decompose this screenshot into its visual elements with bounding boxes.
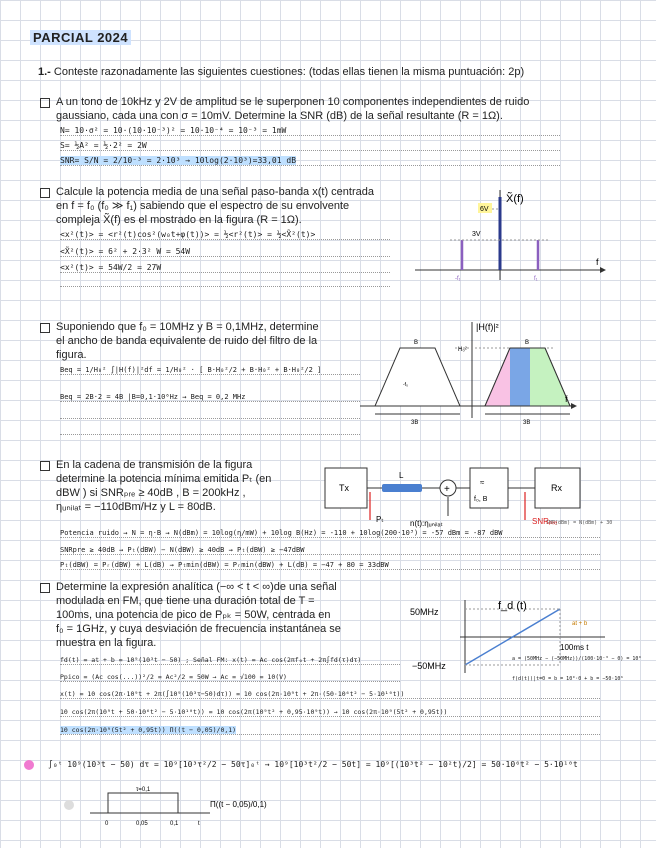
wave-icon: ≈ — [480, 478, 485, 487]
part-c-answer-1: Beq = 1/H₀² ∫|H(f)|²df = 1/H₀² · [ B·H₀²/2 + B·H₀² + B·H₀²/2 ] — [60, 366, 360, 375]
part-c-line3: figura. — [56, 349, 87, 361]
part-b-answer-2: <X̃²(t)> = 6² + 2·3² W = 54W — [60, 247, 390, 257]
part-e-line5: muestra en la figura. — [56, 637, 157, 649]
part-c-answer-2 — [60, 393, 360, 402]
rx-label: Rx — [551, 483, 562, 493]
part-e-line2: modulada en FM, que tiene una duración total de T = — [56, 595, 315, 607]
blank-line — [60, 434, 360, 435]
part-c-line2: el ancho de banda equivalente de ruido del filtro de la — [56, 335, 318, 347]
checkbox-b[interactable] — [40, 188, 50, 198]
part-b-line2: en f = f₀ (f₀ ≫ f₁) sabiendo que el espectro de su envolvente — [56, 200, 350, 212]
rect-pulse-figure — [90, 785, 290, 830]
filter-figure — [355, 318, 580, 428]
part-c-line1: Suponiendo que f₀ = 10MHz y B = 0,1MHz, determine — [56, 321, 319, 333]
label-minus-f0: -f₀ — [403, 382, 409, 388]
tx-label: Tx — [339, 483, 349, 493]
time-xlabel: 100ms t — [560, 643, 589, 652]
noise-label: n(t):ηᵤₙᵢₗₐₜ — [410, 519, 443, 528]
grey-dot — [64, 800, 74, 810]
width-label: τ=0,1 — [136, 787, 151, 793]
tick-0-05: 0,05 — [136, 821, 148, 827]
part-e-result: 10 cos(2π·10⁹(5t² + 0,95t)) Π((t − 0,05)/0,1) — [60, 726, 237, 734]
part-d-text — [56, 458, 316, 514]
pt-label: Pₜ — [376, 515, 384, 524]
part-e-answer-3: x(t) = 10 cos(2π·10⁹t + 2π(∫10⁹(10³τ−50)dτ)) = 10 cos(2π·10⁹t + 2π·(50·10⁶t² − 5·10¹⁰t)) — [60, 690, 600, 699]
intercept-note: f(d(t))|t=0 = b = 10⁹·0 + b = −50·10⁶ — [512, 676, 624, 682]
tick-minus-f1: -f₁ — [455, 276, 461, 282]
label-h0: H₀² — [458, 347, 467, 353]
part-a-line2: gaussiano, cada una con σ = 10mV. Determine la SNR (dB) de la señal resultante (R = 1Ω). — [56, 110, 503, 122]
filter-label: f₀, B — [474, 496, 488, 503]
label-3v: 3V — [472, 231, 481, 238]
side-note: SNR(dBm) = N(dBm) + 30 — [546, 520, 613, 526]
label-3b-right: 3B — [523, 420, 531, 426]
part-a-answer-2: S= ½A² = ½·2² = 2W — [60, 141, 560, 151]
spectrum-figure — [410, 185, 610, 285]
spectrum-ylabel: X̃(f) — [506, 193, 524, 205]
part-d-line1: En la cadena de transmisión de la figura — [56, 459, 253, 471]
blank-line — [60, 286, 390, 287]
filter-ylabel: |H(f)|² — [476, 322, 499, 332]
part-e-answer-1: fd(t) = at + b = 10⁹(10³t − 50) ; Señal FM: x(t) = Ac cos(2πf₀t + 2π∫fd(τ)dτ) — [60, 656, 400, 665]
part-a-answer-3 — [60, 156, 560, 166]
fd-ylabel: f_d (t) — [498, 600, 527, 612]
label-b-right: B — [525, 340, 530, 346]
part-a-line1: A un tono de 10kHz y 2V de amplitud se le superponen 10 componentes independientes de ruido — [56, 96, 530, 108]
part-e-answer-4: 10 cos(2π(10⁹t + 50·10⁶t² − 5·10¹⁰t)) = 10 cos(2π(10⁹t² + 0,95·10⁹t)) → 10 cos(2π·10⁹(5t² + 0,95t)) — [60, 708, 600, 717]
part-e-line3: 100ms, una potencia de pico de Pₚₖ = 50W, centrada en — [56, 609, 331, 621]
label-3b-left: 3B — [411, 420, 419, 426]
blank-line — [60, 418, 360, 419]
part-e-line1: Determine la expresión analítica (−∞ < t < ∞)de una señal — [56, 581, 337, 593]
tick-f1: f₁ — [534, 276, 538, 282]
label-minus-50mhz: −50MHz — [412, 661, 446, 671]
part-b-line3: compleja X̃(f) es el mostrado en la figura (R = 1Ω). — [56, 214, 302, 226]
part-a-answer-1: N= 10·σ² = 10·(10·10⁻³)² = 10·10⁻⁴ = 10⁻³ = 1mW — [60, 126, 560, 136]
part-d-line2: determine la potencia mínima emitida Pₜ (en — [56, 473, 272, 485]
tick-0: 0 — [105, 821, 109, 827]
checkbox-c[interactable] — [40, 323, 50, 333]
part-c-text — [56, 320, 356, 362]
pi-label: Π((t − 0,05)/0,1) — [210, 800, 267, 809]
part-e-answer-5 — [60, 726, 600, 735]
snr-label: SNRₚᵣₑ — [532, 517, 558, 526]
part-a-text — [56, 95, 616, 123]
part-e-answer-2: Ppico = (Ac cos(...))²/2 = Ac²/2 = 50W → Ac = √100 = 10(V) — [60, 673, 400, 682]
rect-pulse — [108, 793, 178, 813]
plus-icon: + — [444, 484, 450, 495]
spectrum-xlabel: f — [596, 257, 599, 267]
checkbox-e[interactable] — [40, 583, 50, 593]
filter-xlabel: f — [565, 394, 568, 404]
left-trapezoid — [375, 348, 460, 406]
part-d-answer-3: Pₜ(dBW) = Pᵣ(dBW) + L(dB) → Pₜmin(dBW) = Pᵣmin(dBW) + L(dB) = −47 + 80 = 33dBW — [60, 561, 600, 570]
part-d-answer-2: SNRpre ≥ 40dB → Pₜ(dBW) − N(dBW) ≥ 40dB → Pₜ(dBW) ≥ −47dBW — [60, 546, 600, 555]
axis-t-label: t — [198, 821, 200, 827]
part-d-line3: dBW ) si SNRₚᵣₑ ≥ 40dB , B = 200kHz , — [56, 487, 246, 499]
falling-edge-fill — [530, 348, 570, 406]
label-50mhz: 50MHz — [410, 607, 439, 617]
tick-0-1: 0,1 — [170, 821, 179, 827]
freq-deviation-figure — [410, 595, 610, 675]
cable-block — [382, 484, 422, 492]
part-e-text — [56, 580, 396, 650]
part-a-result: SNR= S/N = 2/10⁻³ = 2·10³ → 10log(2·10³)=33,01 dB — [60, 156, 297, 165]
loss-label: L — [399, 471, 404, 480]
checkbox-a[interactable] — [40, 98, 50, 108]
at-plus-b-note: at + b — [572, 621, 588, 627]
part-d-line4: ηᵤₙᵢₗₐₜ = −110dBm/Hz y L = 80dB. — [56, 501, 216, 513]
checkbox-d[interactable] — [40, 461, 50, 471]
integral-derivation: ∫₀ᵗ 10⁹(10³t − 50) dτ = 10⁹[10³τ²/2 − 50τ]₀ᵗ → 10⁹[10³t²/2 − 50t] = 10⁹[(10³t² − 10²t)/2] = 50·10⁶t² − 5·10¹⁰t — [48, 760, 578, 769]
flat-top-fill — [510, 348, 530, 406]
transmission-chain-figure — [320, 460, 590, 530]
part-c-result: Beq = 2B·2 = 4B |B=0,1·10⁶Hz → Beq = 0,2 MHz — [60, 393, 246, 401]
part-b-answer-3: <x²(t)> = 54W/2 = 27W — [60, 263, 390, 273]
part-d-answer-1: Potencia ruido → N = η·B → N(dBm) = 10log(η/mW) + 10log B(Hz) = -110 + 10log(200·10³) = -57 dBm = -87 dBW — [60, 529, 600, 538]
label-6v: 6V — [480, 206, 489, 213]
pink-dot — [24, 760, 34, 770]
question-1-intro — [38, 66, 524, 78]
page-title: PARCIAL 2024 — [30, 30, 131, 45]
part-e-line4: f₀ = 1GHz, y cuya desviación de frecuencia instantánea se — [56, 623, 341, 635]
freq-axis-arrow — [600, 267, 606, 273]
part-b-text — [56, 185, 416, 227]
part-b-answer-1: <x²(t)> = <r²(t)cos²(w₀t+φ(t))> = ½<r²(t)> = ½<X̃²(t)> — [60, 230, 390, 240]
question-intro-text: Conteste razonadamente las siguientes cuestiones: (todas ellas tienen la misma puntuación: 2p) — [53, 66, 525, 78]
question-number: 1.- — [38, 66, 51, 78]
label-b-left: B — [414, 340, 419, 346]
slope-note: a = (50MHz − (−50MHz))/(100·10⁻³ − 0) = 10⁹ — [512, 656, 642, 662]
part-b-line1: Calcule la potencia media de una señal paso-banda x(t) centrada — [56, 186, 374, 198]
freq-axis-arrow — [571, 403, 577, 409]
